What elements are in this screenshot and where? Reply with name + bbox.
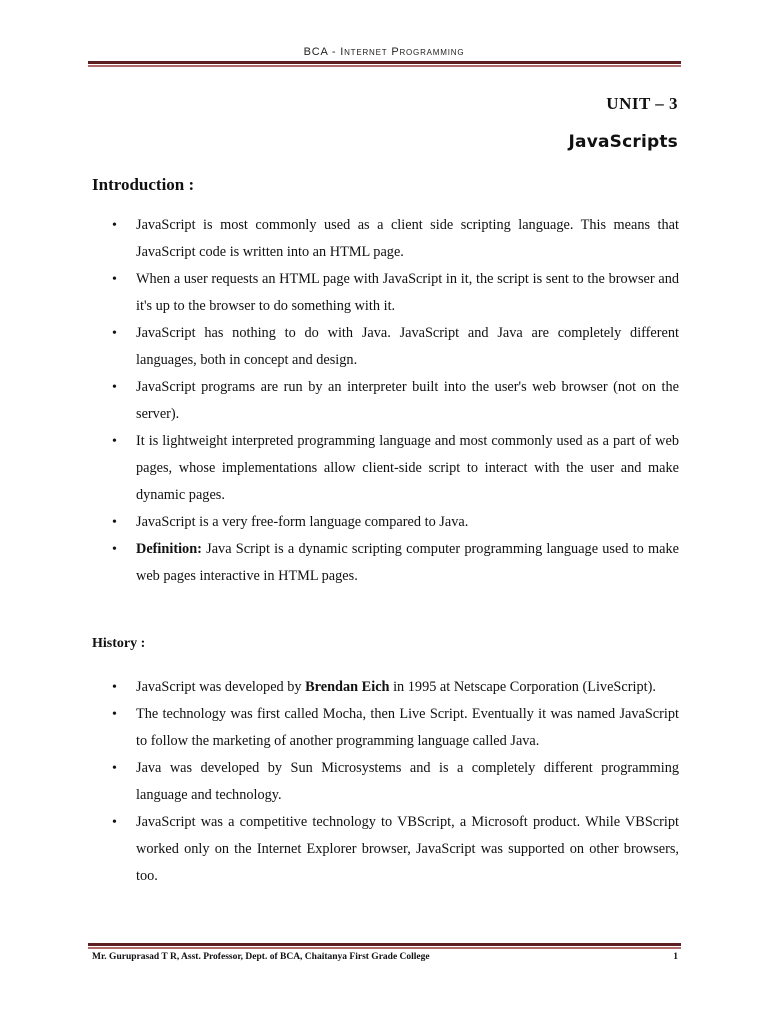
unit-label: UNIT – 3 <box>606 94 678 113</box>
list-item: • The technology was first called Mocha, then Live Script. Eventually it was named JavaScript to follow the marketing of another programming language called Java. <box>92 701 679 755</box>
header-rule-accent <box>88 65 681 67</box>
definition-label: Definition: <box>136 541 202 557</box>
definition-item <box>92 536 679 590</box>
introduction-heading: Introduction : <box>92 175 195 194</box>
developer-name: Brendan Eich <box>305 679 390 695</box>
list-item: • JavaScript was a competitive technology to VBScript, a Microsoft product. While VBScript worked only on the Internet Explorer browser, JavaScript was supported on other browsers, too. <box>92 809 679 890</box>
list-item: • JavaScript programs are run by an interpreter built into the user's web browser (not on the server). <box>92 374 679 428</box>
list-item: • JavaScript is a very free-form language compared to Java. <box>92 509 679 536</box>
running-header: BCA - Internet Programming <box>303 46 465 58</box>
list-item: • Java was developed by Sun Microsystems and is a completely different programming language and technology. <box>92 755 679 809</box>
history-heading: History : <box>92 636 146 651</box>
page-title: JavaScripts <box>568 132 678 152</box>
list-item <box>92 674 679 701</box>
definition-text: Java Script is a dynamic scripting computer programming language used to make web pages interactive in HTML pages. <box>136 541 679 584</box>
footer-rule <box>88 943 681 946</box>
introduction-list <box>92 212 679 590</box>
footer-author: Mr. Guruprasad T R, Asst. Professor, Dept. of BCA, Chaitanya First Grade College <box>92 952 430 962</box>
list-item: • It is lightweight interpreted programming language and most commonly used as a part of web pages, whose implementations allow client-side script to interact with the user and make dynamic pages. <box>92 428 679 509</box>
list-item: • JavaScript is most commonly used as a client side scripting language. This means that JavaScript code is written into an HTML page. <box>92 212 679 266</box>
list-item: • JavaScript has nothing to do with Java. JavaScript and Java are completely different languages, both in concept and design. <box>92 320 679 374</box>
list-item: • When a user requests an HTML page with JavaScript in it, the script is sent to the browser and it's up to the browser to do something with it. <box>92 266 679 320</box>
history-list <box>92 674 679 890</box>
footer-rule-accent <box>88 947 681 949</box>
history-first-pre: JavaScript was developed by <box>136 679 306 695</box>
header-rule <box>88 61 681 64</box>
page-number: 1 <box>673 952 678 962</box>
history-first-post: in 1995 at Netscape Corporation (LiveScript). <box>389 679 656 695</box>
